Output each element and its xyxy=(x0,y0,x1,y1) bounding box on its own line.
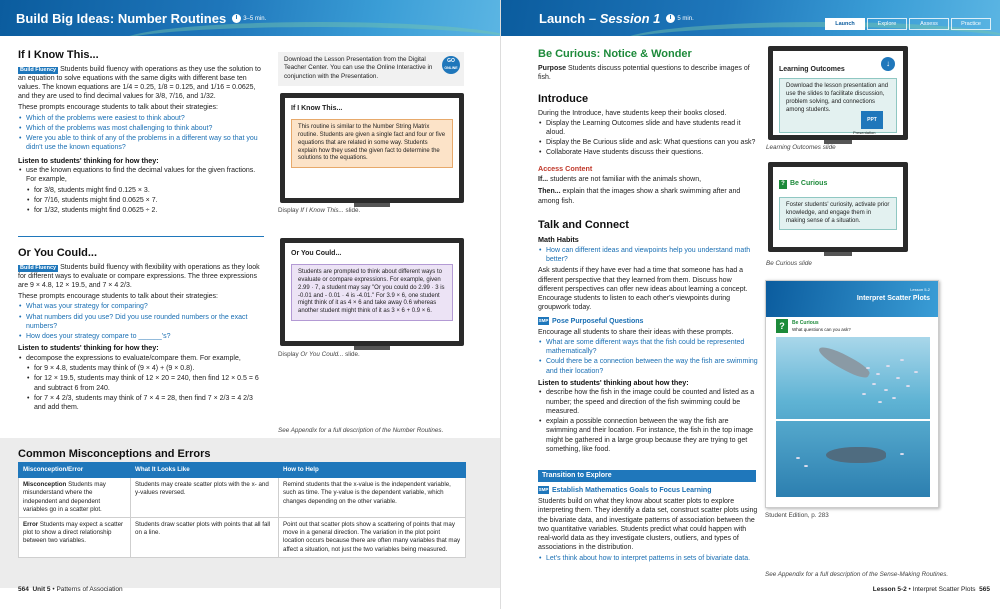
question-icon: ? xyxy=(776,319,788,333)
if-i-know-questions: • Which of the problems were easiest to think about? • Which of the problems was most challenging to think about? • Were you able to think of any of the problems in a different way so that you didn't use the known equations? xyxy=(18,114,264,153)
slide1-caption: Display If I Know This... slide. xyxy=(278,207,361,214)
learning-outcomes-slide: Learning Outcomes ↓ Download the lesson presentation and use the slides to facilitate discussion, problem solving, and connections among students. PPT Presentation xyxy=(768,46,908,140)
if-i-know-intro: Students build fluency with operations as they use the solution to an equation to solve equations with the same digits with different base ten values. The known equations are 1/4 = 0.25, 1/8 = 0.125, and 1/16 = 0.0625, and they are used to find decimal values for 3/8, 7/16, and 1/32. xyxy=(18,65,261,101)
introduce-heading: Introduce xyxy=(538,92,589,105)
if-i-know-heading: If I Know This... xyxy=(18,49,99,61)
shark-image xyxy=(826,447,886,463)
number-routines-appendix-note: See Appendix for a full description of the Number Routines. xyxy=(278,427,444,434)
left-footer: 564 Unit 5 • Patterns of Association xyxy=(18,586,123,594)
smp-icon: SMP xyxy=(538,317,549,323)
access-content-heading: Access Content xyxy=(538,163,593,173)
tab-assess[interactable]: Assess xyxy=(909,18,949,30)
tab-practice[interactable]: Practice xyxy=(951,18,991,30)
if-i-know-section: If I Know This... Build Fluency Students build fluency with operations as they use the solution to an equation to solve equations with the same digits with different base ten values. The known equations are 1/4 = 0.25, 1/8 = 0.125, and 1/16 = 0.0625, and they are used to find decimal values for 3/8, 7/16, and 1/32. These prompts encourage students to talk about their strategies: • Which of the problems were easiest to think about? • Which of the problems was most challenging to think about? • Were you able to think of any of the problems in a different way so that you didn't use the known equations? Listen to students' thinking for how they: • use the known equations to find the decimal values for the given fractions. For example, • for 3/8, students might find 0.125 × 3. • for 7/16, students might find 0.0625 × 7. • for 1/32, students might find 0.0625 ÷ 2. xyxy=(18,48,264,215)
ocean-photo xyxy=(776,337,930,497)
be-curious-caption: Be Curious slide xyxy=(766,260,812,267)
or-you-could-heading: Or You Could... xyxy=(18,247,98,259)
be-curious-heading: Be Curious: Notice & Wonder xyxy=(538,48,692,60)
smp-icon: SMP xyxy=(538,487,549,493)
student-edition-caption: Student Edition, p. 283 xyxy=(765,512,829,519)
right-banner xyxy=(501,0,1000,36)
table-row: Misconception Students may misunderstand where the independent and dependent variables go in a scatter plot. Students may create scatter plots with the x- and y-values reversed. Remind students that the x-value is the independent variable, such as time. The y-value is the dependent variable, which changes depending on the other variable. xyxy=(19,478,466,518)
talk-connect-heading: Talk and Connect xyxy=(538,218,629,231)
table-row: Error Students may expect a scatter plot to show a direct relationship between two variables. Students draw scatter plots with points that all fall on a line. Point out that scatter plots show a scattering of points that may move in a general direction. The variation in the plot point location occurs because there are often many variables that may affect a situation, not just the two variables being measured. xyxy=(19,517,466,557)
be-curious-slide: ? Be Curious Foster students' curiosity, activate prior knowledge, and engage them in making sense of a situation. xyxy=(768,162,908,252)
download-icon[interactable]: ↓ xyxy=(881,57,895,71)
slide2-caption: Display Or You Could... slide. xyxy=(278,351,360,358)
student-edition-title: Interpret Scatter Plots xyxy=(856,295,930,302)
table-header-row: Misconception/Error What It Looks Like How to Help xyxy=(19,463,466,478)
shark-image xyxy=(816,343,872,382)
question-icon: ? xyxy=(779,180,787,189)
right-banner-title: Launch – Session 1 5 min. xyxy=(539,11,694,26)
go-online-icon[interactable]: GO ONLINE xyxy=(442,56,460,74)
learning-outcomes-caption: Learning Outcomes slide xyxy=(766,144,836,151)
or-you-could-slide: Or You Could... Students are prompted to think about different ways to evaluate or compare expressions. For example, given 2.99 · 7, a student may say "Or you could do 2.99 · 3 is -0.01 and - 0.01 · 4 is -4.01." For 3.9 × 6, one student might think of it as 4 × 6 and take away 0.6 whereas another student might think of it as 3 × 6 + 0.9 × 6. xyxy=(280,238,464,346)
sense-making-appendix-note: See Appendix for a full description of the Sense-Making Routines. xyxy=(765,571,949,578)
transition-section: SMP Establish Mathematics Goals to Focus Learning Students build on what they know about scatter plots to explore interpreting them. They identify a data set, construct scatter plots using the bivariate data, and investigate patterns of association between the two quantitative variables. Students predict what could happen with real-world data as they investigate clusters, outliers, and types of associations in the distribution. • Let's think about how to interpret patterns in sets of bivariate data. xyxy=(538,486,758,563)
transition-to-explore-bar: Transition to Explore xyxy=(538,470,756,482)
misconceptions-table xyxy=(18,462,466,558)
launch-main-column: Be Curious: Notice & Wonder Purpose Students discuss potential questions to describe images of fish. Introduce During the Introduce, have students keep their books closed. • Display the Learning Outcomes slide and have students read it aloud. • Display the Be Curious slide and ask: What questions can you ask? • Collaborate Have students discuss their questions. Access Content If... students are not familiar with the animals shown, Then... explain that the images show a shark swimming after and among fish. Talk and Connect Math Habits • How can different ideas and viewpoints help you understand math better? Ask students if they have ever had a time that someone has had a different perspective that they learned from them. Discuss how different perspectives can offer new ideas about learning a concept. Encourage students to listen to each other's viewpoints during groupwork today. SMP Pose Purposeful Questions Encourage all students to share their ideas with these prompts. • What are some different ways that the fish could be represented mathematically? • Could there be a connection between the way the fish are swimming and their location? Listen to students' thinking about how they: • describe how the fish in the image could be counted and listed as a number; the speed and direction of the fish swimming could be measured. • explain a possible connection between the way the fish are swimming and their location. For instance, the fish in the top image might be gathered in a large group because they are trying to get something, like food. xyxy=(538,47,758,454)
lesson-phase-tabs xyxy=(823,18,991,30)
lesson-presentation-note: Download the Lesson Presentation from the Digital Teacher Center. You can use the Online Interactive in conjunction with the Presentation. GO ONLINE xyxy=(278,52,464,86)
clock-icon xyxy=(232,14,241,23)
right-footer: Lesson 5-2 • Interpret Scatter Plots 565 xyxy=(872,586,990,594)
if-i-know-slide: If I Know This... This routine is similar to the Number String Matrix routine. Students are given a single fact and four or five equations that are related in some way. Students explain how they used the given fact to determine the solutions to the equations. xyxy=(280,93,464,203)
ppt-icon: PPT xyxy=(861,111,883,129)
student-edition-page: Lesson 5-2 Interpret Scatter Plots ? Be Curious What questions can you ask? xyxy=(765,280,939,508)
build-fluency-badge: Build Fluency xyxy=(20,264,57,271)
clock-icon xyxy=(666,14,675,23)
or-you-could-section: Or You Could... Build Fluency Students build fluency with flexibility with operations as they look for different ways to evaluate or compare expressions. The three expressions are 9 × 4.8, 12 × 19.5, and 7 × 4 2/3. These prompts encourage students to talk about their strategies: • What was your strategy for comparing? • What numbers did you use? Did you use rounded numbers or the exact numbers? • How does your strategy compare to ______'s? Listen to students' thinking for how they: • decompose the expressions to evaluate/compare them. For example, • for 9 × 4.8, students may think of (9 × 4) + (9 × 0.8). • for 12 × 19.5, students may think of 12 × 20 = 240, then find 12 × 0.5 = 6 and subtract 6 from 240. • for 7 × 4 2/3, students may think of 7 × 4 = 28, then find 7 × 2/3 = 4 2/3 and add them. xyxy=(18,246,264,412)
left-banner-title: Build Big Ideas: Number Routines 3–5 min. xyxy=(16,11,267,26)
section-divider xyxy=(18,236,264,237)
build-fluency-badge: Build Fluency xyxy=(20,66,57,73)
tab-explore[interactable]: Explore xyxy=(867,18,907,30)
misconceptions-heading: Common Misconceptions and Errors xyxy=(18,448,211,460)
left-banner xyxy=(0,0,500,36)
tab-launch[interactable]: Launch xyxy=(825,18,865,30)
